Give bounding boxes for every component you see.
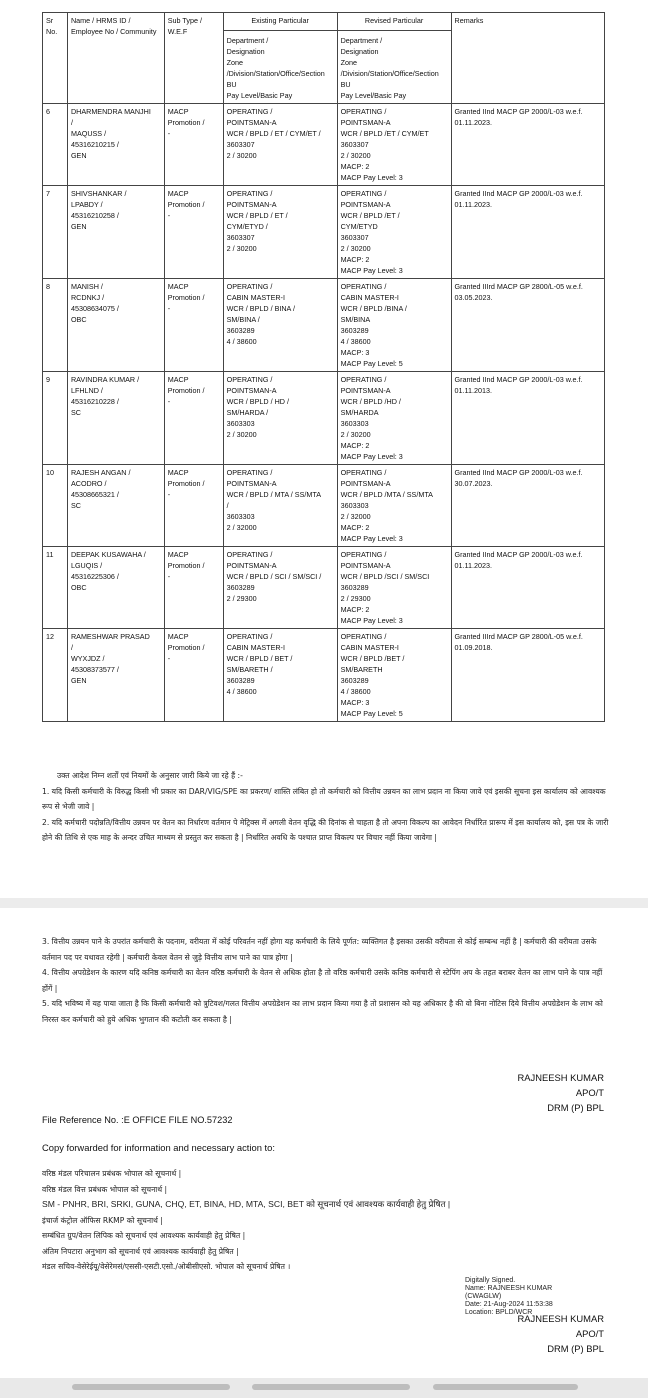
cell-line: SM/BARETH <box>340 665 383 674</box>
cell-line: POINTSMAN-A <box>226 118 277 127</box>
cell-line: LFHLND / <box>70 386 103 395</box>
condition-1: 1. यदि किसी कर्मचारी के विरुद्ध किसी भी प्रकार का DAR/VIG/SPE का प्रकरण/ शास्ति लंबित हो तो कर्मचारी को वित्तीय उन्नयन का लाभ प्रदान ना किया जावे एवं इसकी सूचना इस कार्यालय को आवश्यक रूप से भेजी जावे | <box>42 786 606 811</box>
cell-line: MACP Pay Level: 3 <box>340 616 403 625</box>
digital-signature-line: Name: RAJNEESH KUMAR <box>465 1285 553 1292</box>
cell-line: OPERATING / <box>340 468 387 477</box>
table-row <box>43 547 605 629</box>
scroll-indicator[interactable] <box>433 1384 578 1390</box>
cell-line: OPERATING / <box>226 375 273 384</box>
cell-line: 4 / 38600 <box>226 687 257 696</box>
cell-line: 2 / 29300 <box>340 594 371 603</box>
cell-line: MACP Pay Level: 5 <box>340 709 403 718</box>
cell-line: 3603289 <box>340 583 369 592</box>
cell-line: CABIN MASTER-I <box>340 643 399 652</box>
cell-line: Granted IIIrd MACP GP 2800/L-05 w.e.f. <box>454 282 583 291</box>
cell-line: 30.07.2023. <box>454 479 493 488</box>
cell-line: MACP <box>167 468 189 477</box>
cell-line: 3603289 <box>340 326 369 335</box>
cell-line: 01.11.2023. <box>454 200 492 209</box>
cell-line: Granted IInd MACP GP 2000/L-03 w.e.f. <box>454 189 583 198</box>
cell-remarks <box>451 547 604 629</box>
header-sub-line: /Division/Station/Office/Section <box>226 69 325 78</box>
cell-line: 4 / 38600 <box>340 337 371 346</box>
cell-line: Promotion / <box>167 561 205 570</box>
cell-line: OPERATING / <box>226 468 273 477</box>
digital-signature-line: Date: 21-Aug-2024 11:53:38 <box>465 1301 553 1308</box>
cell-line: 01.11.2023. <box>454 561 492 570</box>
signature-block <box>518 1070 604 1115</box>
cell-line: OPERATING / <box>340 282 387 291</box>
copy-list <box>42 1166 612 1275</box>
cell-line: Granted IInd MACP GP 2000/L-03 w.e.f. <box>454 550 583 559</box>
header-sub-line: Pay Level/Basic Pay <box>340 91 407 100</box>
table-row <box>43 372 605 465</box>
cell-remarks <box>451 279 604 372</box>
cell-subtype <box>164 279 223 372</box>
cell-line: 2 / 29300 <box>226 594 257 603</box>
cell-line: Promotion / <box>167 479 205 488</box>
cell-line: WCR / BPLD /ET / <box>340 211 400 220</box>
cell-sr: 9 <box>43 372 68 465</box>
header-revised-sub <box>338 30 451 101</box>
cell-line: Promotion / <box>167 643 205 652</box>
scroll-indicator[interactable] <box>252 1384 410 1390</box>
cell-line: WCR / BPLD / HD / <box>226 397 289 406</box>
cell-line: SM/BINA <box>340 315 371 324</box>
cell-line: - <box>167 304 171 313</box>
header-sr: Sr No. <box>43 13 68 104</box>
cell-line: POINTSMAN-A <box>226 386 277 395</box>
cell-line: POINTSMAN-A <box>340 386 391 395</box>
table-row <box>43 465 605 547</box>
file-reference: File Reference No. :E OFFICE FILE NO.57232 <box>42 1115 233 1125</box>
cell-subtype <box>164 465 223 547</box>
cell-name <box>67 279 164 372</box>
cell-line: - <box>167 129 171 138</box>
cell-line: MACP: 2 <box>340 523 370 532</box>
cell-line: 2 / 32000 <box>226 523 257 532</box>
cell-line: - <box>167 572 171 581</box>
cell-line: 45308634075 / <box>70 304 119 313</box>
cell-line: MACP <box>167 282 189 291</box>
cell-line: Granted IIIrd MACP GP 2800/L-05 w.e.f. <box>454 632 583 641</box>
header-sub-line: Designation <box>340 47 379 56</box>
header-revised <box>337 13 451 104</box>
cell-line: DHARMENDRA MANJHI <box>70 107 151 116</box>
cell-line: 3603289 <box>226 326 255 335</box>
cell-line: SM/BINA / <box>226 315 260 324</box>
scroll-indicator[interactable] <box>72 1384 230 1390</box>
cell-line: OBC <box>70 583 87 592</box>
cell-line: CYM/ETYD / <box>226 222 268 231</box>
cell-line: MAQUSS / <box>70 129 107 138</box>
cell-line: MACP Pay Level: 5 <box>340 359 403 368</box>
cell-name <box>67 629 164 722</box>
cell-line: 3603289 <box>340 676 369 685</box>
signature-designation: APO/T <box>575 1087 604 1098</box>
header-sub-line: Zone <box>226 58 244 67</box>
cell-remarks <box>451 629 604 722</box>
signature-block-bottom <box>518 1311 604 1356</box>
cell-subtype <box>164 372 223 465</box>
cell-existing <box>223 629 337 722</box>
cell-line: CABIN MASTER-I <box>340 293 399 302</box>
table-row <box>43 629 605 722</box>
condition-3: 3. वित्तीय उन्नयन पाने के उपरांत कर्मचारी के पदनाम, वरीयता में कोई परिवर्तन नहीं होगा यह कर्मचारी के लिये पूर्णत: व्यक्तिगत है इसका उसकी वरीयता से कोई सम्बन्ध नहीं है | कर्मचारी की वरीयता उसके वर्तमान पद पर यथावत रहेगी | कर्मचारी केवल वेतन से जुड़े वित्तीय लाभ पाने का पात्र होगा | <box>42 937 597 962</box>
cell-name <box>67 104 164 186</box>
cell-line: POINTSMAN-A <box>226 200 277 209</box>
cell-line: MACP <box>167 550 189 559</box>
cell-line: 2 / 30200 <box>340 244 371 253</box>
signature-name: RAJNEESH KUMAR <box>517 1313 604 1324</box>
conditions-intro: उक्त आदेश निम्न शर्तों एवं नियमों के अनुसार जारी किये जा रहे हैं :- <box>57 771 243 780</box>
cell-subtype <box>164 629 223 722</box>
cell-revised <box>337 279 451 372</box>
cell-line: Promotion / <box>167 386 205 395</box>
cell-line: WCR / BPLD /HD / <box>340 397 401 406</box>
cell-line: 45308373577 / <box>70 665 119 674</box>
cell-line: SHIVSHANKAR / <box>70 189 127 198</box>
cell-remarks <box>451 104 604 186</box>
cell-line: OBC <box>70 315 87 324</box>
header-sub-line: BU <box>226 80 237 89</box>
cell-line: 3603289 <box>226 583 255 592</box>
cell-line: 3603307 <box>226 140 255 149</box>
cell-existing <box>223 372 337 465</box>
cell-line: LGUQIS / <box>70 561 103 570</box>
cell-existing <box>223 279 337 372</box>
cell-line: OPERATING / <box>226 189 273 198</box>
cell-line: MACP Pay Level: 3 <box>340 266 403 275</box>
cell-line: 3603307 <box>226 233 255 242</box>
cell-line: MACP: 3 <box>340 348 370 357</box>
cell-sr: 12 <box>43 629 68 722</box>
cell-line: WCR / BPLD /SCI / SM/SCI <box>340 572 430 581</box>
cell-line: Granted IInd MACP GP 2000/L-03 w.e.f. <box>454 107 583 116</box>
cell-line: OPERATING / <box>340 550 387 559</box>
cell-line: MACP: 2 <box>340 441 370 450</box>
cell-name <box>67 547 164 629</box>
cell-sr: 7 <box>43 186 68 279</box>
header-sub-line: Zone <box>340 58 357 67</box>
cell-line: MACP: 2 <box>340 255 370 264</box>
table-row <box>43 186 605 279</box>
cell-line: 3603303 <box>226 419 255 428</box>
copy-list-item: वरिष्ठ मंडल वित्त प्रबंधक भोपाल को सूचनार्थ | <box>42 1184 168 1194</box>
cell-existing <box>223 465 337 547</box>
cell-line: 4 / 38600 <box>226 337 257 346</box>
cell-line: GEN <box>70 151 87 160</box>
cell-line: Granted IInd MACP GP 2000/L-03 w.e.f. <box>454 375 583 384</box>
cell-line: WCR / BPLD / BINA / <box>226 304 295 313</box>
cell-line: - <box>167 211 171 220</box>
cell-line: Promotion / <box>167 118 205 127</box>
copy-list-item: SM - PNHR, BRI, SRKI, GUNA, CHQ, ET, BINA, HD, MTA, SCI, BET को सूचनार्थ एवं आवश्यक कार्यवाही हेतु प्रेषित | <box>42 1199 451 1209</box>
cell-line: SM/HARDA / <box>226 408 269 417</box>
cell-line: SM/HARDA <box>340 408 379 417</box>
copy-list-item: अंतिम निपटारा अनुभाग को सूचनार्थ एवं आवश्यक कार्यवाही हेतु प्रेषित | <box>42 1246 239 1256</box>
cell-subtype <box>164 186 223 279</box>
cell-line: 45316210215 / <box>70 140 119 149</box>
table-header-row <box>43 13 605 104</box>
cell-remarks <box>451 186 604 279</box>
cell-line: WCR / BPLD / ET / CYM/ET / <box>226 129 321 138</box>
cell-line: MACP Pay Level: 3 <box>340 452 403 461</box>
cell-name <box>67 372 164 465</box>
copy-list-item: मंडल सचिव-वेसेरेईयू/वेसेरेमसं/एससी-एसटी.एसो./ओबीसीएसो. भोपाल को सूचनार्थ प्रेषित । <box>42 1262 291 1271</box>
cell-line: GEN <box>70 676 87 685</box>
cell-line: 3603303 <box>340 501 369 510</box>
cell-line: SC <box>70 408 81 417</box>
cell-line: 45308665321 / <box>70 490 119 499</box>
cell-line: 2 / 30200 <box>226 430 257 439</box>
digital-signature-line: Digitally Signed. <box>465 1277 516 1284</box>
cell-line: 3603289 <box>226 676 255 685</box>
cell-line: SC <box>70 501 81 510</box>
cell-revised <box>337 547 451 629</box>
condition-5: 5. यदि भविष्य में यह पाया जाता है कि किसी कर्मचारी को त्रुटिवश/गलत वित्तीय अपग्रेडेशन का लाभ प्रदान किया गया है तो प्रशासन को यह अधिकार है की वो बिना नोटिस दिये वित्तीय अपग्रेडेशन के लाभ को निरस्त कर कर्मचारी को हुये अधिक भुगतान की कटोती कर सकता है | <box>42 999 603 1024</box>
cell-line: 3603303 <box>340 419 369 428</box>
cell-line: WCR / BPLD / ET / <box>226 211 288 220</box>
cell-line: POINTSMAN-A <box>340 118 391 127</box>
header-existing-sub <box>224 30 337 101</box>
header-remarks: Remarks <box>451 13 604 104</box>
cell-line: 03.05.2023. <box>454 293 493 302</box>
cell-line: MACP <box>167 107 189 116</box>
cell-line: 01.11.2013. <box>454 386 492 395</box>
cell-line: MACP <box>167 189 189 198</box>
cell-line: WCR / BPLD / MTA / SS/MTA <box>226 490 322 499</box>
cell-line: CABIN MASTER-I <box>226 293 285 302</box>
header-sub-line: BU <box>340 80 351 89</box>
cell-line: MACP: 3 <box>340 698 370 707</box>
cell-line: 01.11.2023. <box>454 118 492 127</box>
cell-line: POINTSMAN-A <box>340 200 391 209</box>
cell-line: MACP <box>167 375 189 384</box>
cell-line: Promotion / <box>167 200 205 209</box>
cell-sr: 6 <box>43 104 68 186</box>
cell-line: 2 / 30200 <box>340 151 371 160</box>
cell-line: OPERATING / <box>340 189 387 198</box>
cell-line: OPERATING / <box>226 550 273 559</box>
header-sub-line: Department / <box>340 36 383 45</box>
digital-signature-line: (CWAGLW) <box>465 1293 502 1300</box>
table-row <box>43 104 605 186</box>
cell-line: RCDNKJ / <box>70 293 105 302</box>
cell-line: GEN <box>70 222 87 231</box>
cell-line: POINTSMAN-A <box>226 561 277 570</box>
header-name: Name / HRMS ID / Employee No / Community <box>67 13 164 104</box>
cell-remarks <box>451 372 604 465</box>
header-existing <box>223 13 337 104</box>
signature-name: RAJNEESH KUMAR <box>517 1072 604 1083</box>
cell-line: WCR / BPLD /BINA / <box>340 304 407 313</box>
cell-line: MACP Pay Level: 3 <box>340 534 403 543</box>
copy-list-item: सम्बंधित ग्रुप/वेतन लिपिक को सूचनार्थ एवं आवश्यक कार्यवाही हेतु प्रेषित | <box>42 1231 246 1240</box>
cell-sr: 11 <box>43 547 68 629</box>
digital-signature-line: Location: BPLD/WCR <box>465 1309 533 1316</box>
cell-revised <box>337 465 451 547</box>
signature-designation: APO/T <box>575 1328 604 1339</box>
cell-line: RAVINDRA KUMAR / <box>70 375 140 384</box>
copy-list-item: इंचार्ज कंट्रोल ऑफिस RKMP को सूचनार्थ | <box>42 1215 163 1225</box>
cell-line: MACP Pay Level: 3 <box>340 173 403 182</box>
cell-line: / <box>70 118 73 127</box>
cell-existing <box>223 186 337 279</box>
cell-line: CYM/ETYD <box>340 222 378 231</box>
table-body <box>43 104 605 722</box>
cell-line: - <box>167 490 171 499</box>
cell-revised <box>337 629 451 722</box>
cell-line: RAJESH ANGAN / <box>70 468 131 477</box>
cell-revised <box>337 186 451 279</box>
cell-line: 2 / 30200 <box>226 151 257 160</box>
cell-existing <box>223 547 337 629</box>
condition-4: 4. वित्तीय अपग्रेडेशन के कारण यदि कनिष्ठ कर्मचारी का वेतन वरिष्ठ कर्मचारी के वेतन से अधिक होता है तो वरिष्ठ कर्मचारी उसके कनिष्ठ कर्मचारी से स्टेपिंग अप के तहत बराबर वेतन का लाभ पाने के पात्र नहीं होंगें | <box>42 968 603 993</box>
cell-line: LPABDY / <box>70 200 103 209</box>
cell-remarks <box>451 465 604 547</box>
cell-line: RAMESHWAR PRASAD <box>70 632 150 641</box>
cell-line: 3603307 <box>340 233 369 242</box>
cell-line: - <box>167 654 171 663</box>
condition-2: 2. यदि कर्मचारी पदोन्नति/वित्तीय उन्नयन पर वेतन का निर्धारण वर्तमान पे मेट्रिक्स में अगली वेतन वृद्धि की दिनांक से चाहता है तो अपना विकल्प का आवेदन निर्धारित प्रारूप में इस कार्यालय को, इस पत्र के जारी होने की तिथि से एक माह के अन्दर उचित माध्यम से प्रस्तुत कर सकता है | निर्धारित अवधि के पश्चात प्राप्त विकल्प पर विचार नहीं किया जावेगा | <box>42 817 609 842</box>
header-sub-line: /Division/Station/Office/Section <box>340 69 439 78</box>
cell-line: SM/BARETH / <box>226 665 273 674</box>
table-row <box>43 279 605 372</box>
cell-line: 45316210228 / <box>70 397 119 406</box>
cell-line: ACODRO / <box>70 479 107 488</box>
cell-line: MACP: 2 <box>340 605 370 614</box>
cell-name <box>67 186 164 279</box>
copy-list-item: वरिष्ठ मंडल परिचालन प्रबंधक भोपाल को सूचनार्थ | <box>42 1169 182 1178</box>
cell-line: 45316210258 / <box>70 211 119 220</box>
cell-sr: 10 <box>43 465 68 547</box>
header-existing-title: Existing Particular <box>251 16 309 25</box>
cell-line: POINTSMAN-A <box>226 479 277 488</box>
cell-sr: 8 <box>43 279 68 372</box>
macp-table <box>42 12 605 722</box>
cell-line: POINTSMAN-A <box>340 479 391 488</box>
cell-line: 2 / 30200 <box>340 430 371 439</box>
signature-office: DRM (P) BPL <box>547 1102 604 1113</box>
cell-name <box>67 465 164 547</box>
cell-revised <box>337 372 451 465</box>
cell-line: OPERATING / <box>340 375 387 384</box>
conditions-block-continued <box>42 934 612 1027</box>
cell-line: / <box>226 501 229 510</box>
cell-line: MACP <box>167 632 189 641</box>
header-subtype: Sub Type / W.E.F <box>164 13 223 104</box>
cell-line: / <box>70 643 73 652</box>
cell-line: POINTSMAN-A <box>340 561 391 570</box>
cell-line: MANISH / <box>70 282 103 291</box>
header-sub-line: Pay Level/Basic Pay <box>226 91 293 100</box>
cell-line: 01.09.2018. <box>454 643 493 652</box>
cell-line: 3603303 <box>226 512 255 521</box>
cell-line: Granted IInd MACP GP 2000/L-03 w.e.f. <box>454 468 583 477</box>
cell-line: DEEPAK KUSAWAHA / <box>70 550 146 559</box>
copy-forwarded-heading: Copy forwarded for information and necessary action to: <box>42 1142 275 1153</box>
signature-office: DRM (P) BPL <box>547 1343 604 1354</box>
cell-line: WCR / BPLD / BET / <box>226 654 293 663</box>
cell-line: Promotion / <box>167 293 205 302</box>
cell-line: 3603307 <box>340 140 369 149</box>
cell-line: MACP: 2 <box>340 162 370 171</box>
cell-subtype <box>164 547 223 629</box>
cell-line: OPERATING / <box>340 107 387 116</box>
cell-existing <box>223 104 337 186</box>
cell-line: - <box>167 397 171 406</box>
cell-revised <box>337 104 451 186</box>
cell-line: 2 / 30200 <box>226 244 257 253</box>
header-sub-line: Department / <box>226 36 269 45</box>
cell-line: WCR / BPLD /MTA / SS/MTA <box>340 490 433 499</box>
header-sub-line: Designation <box>226 47 265 56</box>
cell-line: 45316225306 / <box>70 572 119 581</box>
header-revised-title: Revised Particular <box>364 16 424 25</box>
cell-line: CABIN MASTER-I <box>226 643 285 652</box>
cell-subtype <box>164 104 223 186</box>
cell-line: 2 / 32000 <box>340 512 371 521</box>
cell-line: OPERATING / <box>226 632 273 641</box>
cell-line: OPERATING / <box>340 632 387 641</box>
cell-line: WYXJDZ / <box>70 654 105 663</box>
cell-line: OPERATING / <box>226 107 273 116</box>
cell-line: WCR / BPLD /BET / <box>340 654 405 663</box>
cell-line: WCR / BPLD /ET / CYM/ET <box>340 129 429 138</box>
cell-line: OPERATING / <box>226 282 273 291</box>
cell-line: 4 / 38600 <box>340 687 371 696</box>
conditions-block <box>42 768 612 846</box>
cell-line: WCR / BPLD / SCI / SM/SCI / <box>226 572 322 581</box>
